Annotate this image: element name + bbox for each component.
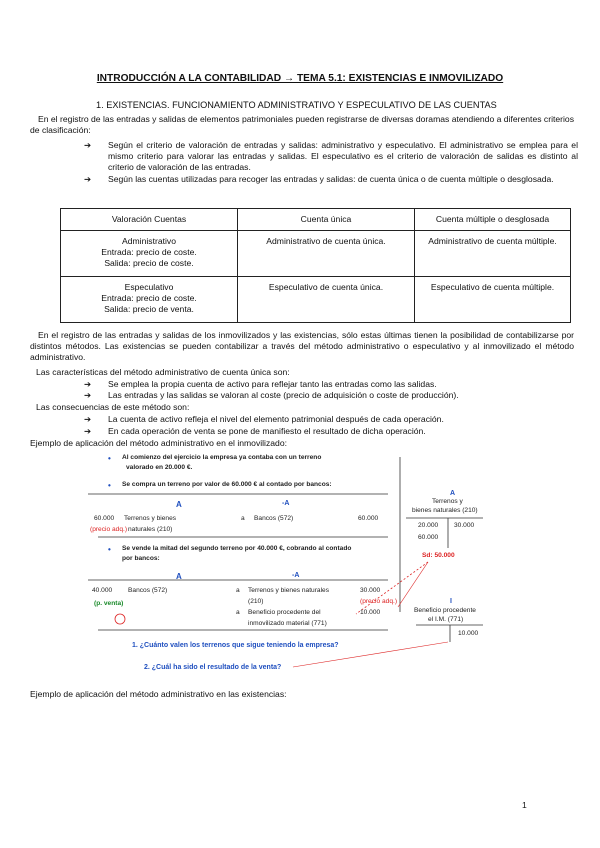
table-row: [61, 231, 571, 277]
example-inmovilizado-label: Ejemplo de aplicación del método administrativo en el inmovilizado:: [30, 438, 287, 448]
example-existencias-label: Ejemplo de aplicación del método administrativo en las existencias:: [30, 689, 287, 699]
entry1-debit: Terrenos y bienes: [124, 515, 177, 522]
table-cell-method: [61, 231, 238, 277]
t-account-saldo: Sd: 50.000: [422, 552, 455, 559]
table-header-cell: Valoración Cuentas: [61, 209, 238, 231]
entry2-credit-1-note: (precio adq.): [360, 598, 398, 605]
arrow-icon: ➔: [84, 174, 92, 184]
intro-paragraph: En el registro de las entradas y salidas de elementos patrimoniales pueden registrarse de diversas doramas atendiendo a diferentes criterios de clasificación:: [30, 114, 574, 135]
entry1-a-letter: a: [241, 515, 245, 522]
method-name: Administrativo: [122, 236, 176, 246]
section-heading: 1. EXISTENCIAS. FUNCIONAMIENTO ADMINISTRATIVO Y ESPECULATIVO DE LAS CUENTAS: [96, 100, 497, 110]
entry1-note: (precio adq.): [90, 526, 128, 533]
table-cell: Especulativo de cuenta múltiple.: [415, 277, 571, 323]
t-account-label-1: Terrenos y: [432, 498, 463, 505]
t2-account-credit: 10.000: [458, 630, 479, 637]
criteria-bullet-1: [84, 140, 578, 173]
entry2-credit-2: Beneficio procedente del: [248, 609, 321, 616]
document-title: INTRODUCCIÓN A LA CONTABILIDAD → TEMA 5.1: EXISTENCIAS E INMOVILIZADO: [96, 73, 504, 84]
entry2-amount: 40.000: [92, 587, 113, 594]
consequence-item-2: [84, 426, 578, 437]
consequence-item-1: [84, 414, 578, 425]
entry2-credit-2b: inmovilizado material (771): [248, 620, 327, 627]
t-account-credit-1: 30.000: [454, 522, 475, 529]
table-cell-method: [61, 277, 238, 323]
arrow-icon: ➔: [84, 379, 92, 389]
asset-decrease-mark: -A: [292, 572, 300, 579]
question-1: 1. ¿Cuánto valen los terrenos que sigue teniendo la empresa?: [132, 642, 339, 649]
figure-bullet-1-cont: valorado en 20.000 €.: [126, 464, 193, 471]
bullet-glyph: •: [108, 454, 111, 463]
table-cell: Administrativo de cuenta única.: [238, 231, 415, 277]
method-entrada: Entrada: precio de coste.: [101, 293, 197, 303]
t-account-debit-2: 60.000: [418, 534, 439, 541]
t2-account-label-2: el I.M. (771): [428, 616, 464, 623]
figure-bullet-3-cont: por bancos:: [122, 555, 160, 562]
worked-example-figure: [88, 452, 488, 682]
inmovilizado-paragraph: En el registro de las entradas y salidas de los inmovilizados y las existencias, sólo estas últimas tienen la posibilidad de contabilizarse por distintos métodos. Las existencias se pueden contabilizar a través del método administrativo o especulativo y al inmovilizado el método administrativo.: [30, 330, 574, 362]
table-header-row: [61, 209, 571, 231]
table-cell: Especulativo de cuenta única.: [238, 277, 415, 323]
entry2-credit-1: Terrenos y bienes naturales: [248, 587, 330, 594]
criteria-bullet-2: [84, 174, 578, 185]
t-account-mark: A: [450, 490, 456, 497]
characteristic-text: Se emplea la propia cuenta de activo para reflejar tanto las entradas como las salidas.: [108, 379, 437, 389]
question-2: 2. ¿Cuál ha sido el resultado de la venta?: [144, 664, 282, 671]
table-cell: Administrativo de cuenta múltiple.: [415, 231, 571, 277]
method-name: Especulativo: [124, 282, 174, 292]
page-number: 1: [522, 800, 527, 810]
characteristic-item-2: [84, 390, 578, 401]
bullet-glyph: •: [108, 481, 111, 490]
figure-bullet-2: Se compra un terreno por valor de 60.000 € al contado por bancos:: [122, 481, 332, 488]
entry1-debit-2: naturales (210): [128, 526, 173, 533]
arrow-icon: ➔: [84, 414, 92, 424]
method-entrada: Entrada: precio de coste.: [101, 247, 197, 257]
arrow-icon: ➔: [84, 140, 92, 150]
consequence-text: La cuenta de activo refleja el nivel del elemento patrimonial después de cada operación.: [108, 414, 444, 424]
entry2-credit-2-amount: 10.000: [360, 609, 381, 616]
t2-account-label-1: Beneficio procedente: [414, 607, 476, 614]
entry2-a-letter-1: a: [236, 587, 240, 594]
entry2-a-letter-2: a: [236, 609, 240, 616]
criteria-bullet-2-text: Según las cuentas utilizadas para recoger las entradas y salidas: de cuenta única o de cuenta múltiple o desglosada.: [108, 174, 554, 184]
table-header-cell: Cuenta única: [238, 209, 415, 231]
entry2-note: (p. venta): [94, 600, 124, 607]
consequence-text: En cada operación de venta se pone de manifiesto el resultado de dicha operación.: [108, 426, 426, 436]
t-account-label-2: bienes naturales (210): [412, 507, 478, 514]
valuation-table: [60, 208, 571, 323]
entry1-amount: 60.000: [94, 515, 115, 522]
table-header-cell: Cuenta múltiple o desglosada: [415, 209, 571, 231]
asset-increase-mark: A: [176, 572, 182, 581]
t2-account-mark: I: [450, 598, 452, 605]
entry1-credit: Bancos (572): [254, 515, 294, 522]
criteria-bullet-1-text: Según el criterio de valoración de entradas y salidas: administrativo y especulativo. El administrativo se emplea para el mismo criterio para valorar las entradas y salidas. El especulativo es el criterio de valoración de salidas es distinto al criterio de valoración de las entradas.: [108, 140, 578, 172]
characteristic-text: Las entradas y las salidas se valoran al coste (precio de adquisición o coste de producción).: [108, 390, 459, 400]
entry2-debit: Bancos (572): [128, 587, 168, 594]
figure-bullet-1: Al comienzo del ejercicio la empresa ya contaba con un terreno: [122, 454, 322, 461]
entry1-credit-amount: 60.000: [358, 515, 379, 522]
characteristic-item-1: [84, 379, 578, 390]
table-row: [61, 277, 571, 323]
bullet-glyph: •: [108, 545, 111, 554]
t-account-debit-1: 20.000: [418, 522, 439, 529]
arrow-icon: ➔: [84, 426, 92, 436]
arrow-icon: ➔: [84, 390, 92, 400]
entry2-credit-1b: (210): [248, 598, 264, 605]
method-salida: Salida: precio de coste.: [104, 258, 194, 268]
characteristics-intro: Las características del método administrativo de cuenta única son:: [36, 367, 290, 377]
consequences-intro: Las consecuencias de este método son:: [36, 402, 190, 412]
asset-increase-mark: A: [176, 500, 182, 509]
entry2-credit-1-amount: 30.000: [360, 587, 381, 594]
method-salida: Salida: precio de venta.: [104, 304, 194, 314]
asset-decrease-mark: -A: [282, 500, 290, 507]
figure-bullet-3: Se vende la mitad del segundo terreno por 40.000 €, cobrando al contado: [122, 545, 352, 552]
